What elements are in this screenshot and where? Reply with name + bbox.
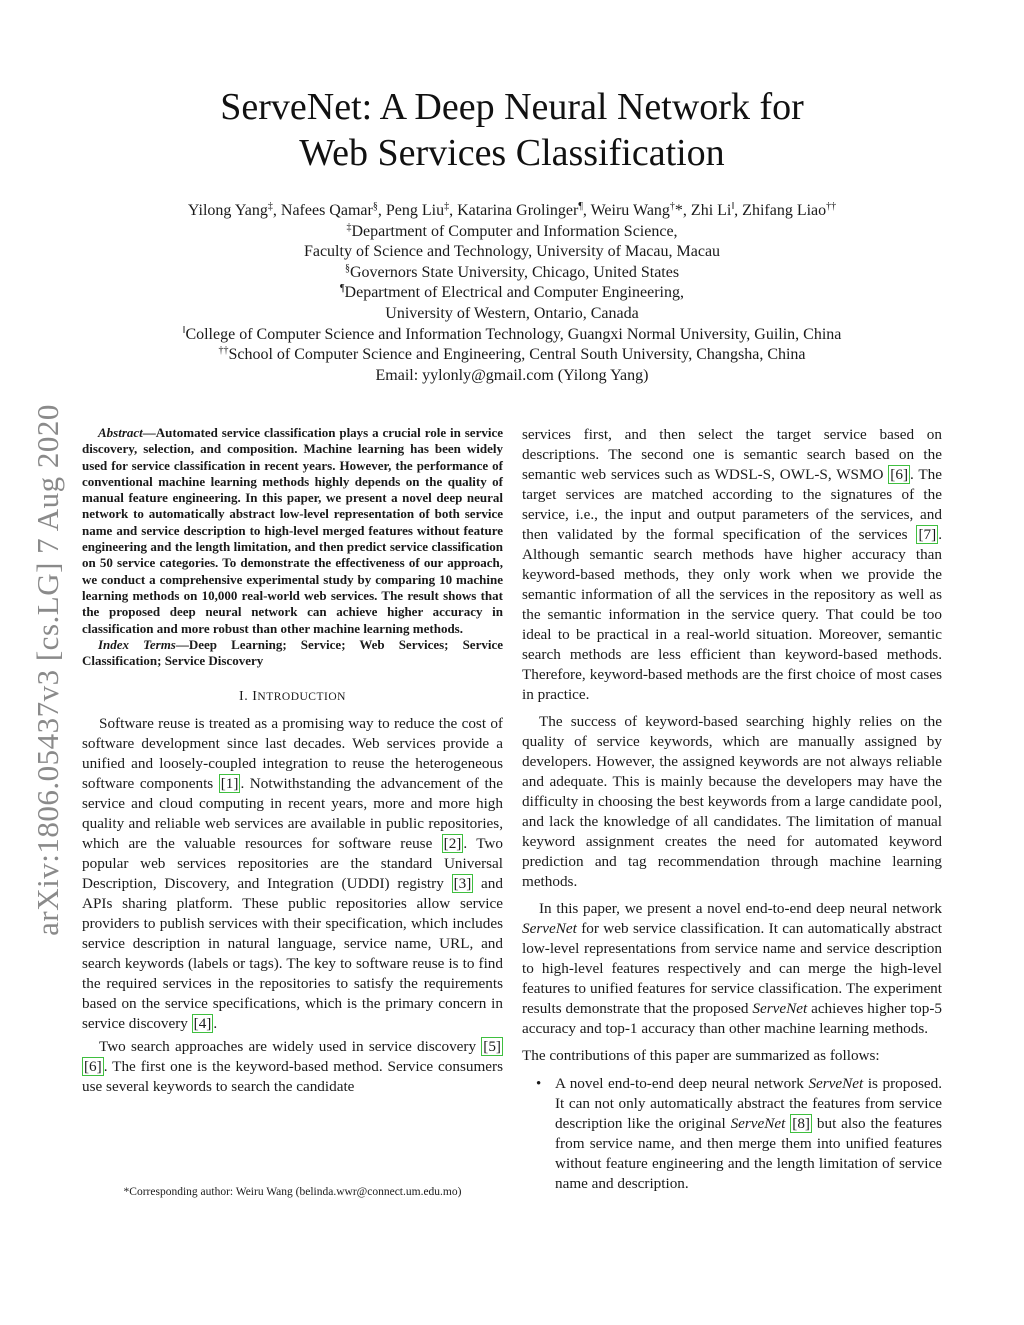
affiliation-3: ¶Department of Electrical and Computer Engineering, (340, 283, 684, 302)
left-column (82, 425, 503, 1097)
affiliation-3-cont: University of Western, Ontario, Canada (385, 304, 639, 322)
contributions-list (522, 1074, 942, 1194)
title-line-1: ServeNet: A Deep Neural Network for (220, 86, 804, 128)
title-line-2: Web Services Classification (299, 132, 725, 174)
citation-link[interactable]: [1] (220, 775, 239, 793)
citation-link[interactable]: [4] (193, 1015, 212, 1033)
bullet-icon: • (536, 1076, 542, 1092)
paper-title (0, 84, 1024, 176)
section-heading-introduction: I. INTRODUCTION (239, 689, 346, 705)
abstract: Abstract—Automated service classification plays a crucial role in service discovery, selection, and composition. Machine learning has been widely used for service classification in recent years. However, the performance of conventional machine learning methods highly depends on the quality of manual feature engineering. In this paper, we present a novel deep neural network to automatically abstract low-level representation of both service name and service description to high-level merged features without feature engineering and the length limitation, and then predict service classification on 50 service categories. To demonstrate the effectiveness of our approach, we conduct a comprehensive experimental study by comparing 10 machine learning methods on 10,000 real-world web services. The result shows that the proposed deep neural network can achieve higher accuracy in classification and more robust than other machine learning methods. Index Terms—Deep Learning; Service; Web Services; Service Classification; Service Discovery (82, 425, 503, 669)
author-list: Yilong Yang‡, Nafees Qamar§, Peng Liu‡, Katarina Grolinger¶, Weiru Wang†*, Zhi Li‖, Zhifang Liao†† (187, 201, 837, 219)
citation-link[interactable]: [6] (890, 466, 909, 483)
affiliation-5: ††School of Computer Science and Engineering, Central South University, Changsha, China (218, 345, 806, 364)
list-item: • A novel end-to-end deep neural network ServeNet is proposed. It can not only automatically abstract the features from service description like the original ServeNet [8] but also the features from service name, and then merge them into unified features without feature engineering and the length limitation of service name and description. (536, 1075, 942, 1192)
citation-link[interactable]: [7] (918, 526, 937, 543)
affiliation-2: §Governors State University, Chicago, United States (344, 262, 680, 281)
citation-link[interactable]: [3] (453, 875, 472, 893)
citation-link[interactable]: [6] (84, 1058, 102, 1076)
author-block (0, 201, 1024, 386)
affiliation-1: ‡Department of Computer and Information Science, (346, 221, 678, 240)
citation-link[interactable]: [2] (443, 835, 462, 853)
right-paragraph-2: The success of keyword-based searching highly relies on the quality of service keywords, which are manually assigned by developers. However, the assigned keywords are not always reliable and adequate. This is mainly because the developers may have the difficulty in choosing the best keywords from a large candidate pool, and lack the knowledge of all candidates. The limitation of manual keyword assignment creates the need for automated keyword prediction and tag recommendation through machine learning methods. (522, 713, 942, 890)
corresponding-author-footnote: *Corresponding author: Weiru Wang (belinda.wwr@connect.um.edu.mo) (123, 1186, 462, 1198)
abstract-label: Abstract (98, 425, 143, 440)
intro-paragraph-2: Two search approaches are widely used in service discovery [5] [6] . The first one is the keyword-based method. Service consumers use several keywords to search the candidate (82, 1038, 503, 1096)
index-terms: Index Terms—Deep Learning; Service; Web Services; Service Classification; Service Discovery (82, 636, 503, 669)
citation-link[interactable]: [5] (483, 1038, 501, 1056)
contact-email: Email: yylonly@gmail.com (Yilong Yang) (375, 366, 649, 384)
right-paragraph-1: services first, and then select the target service based on descriptions. The second one is semantic search based on the semantic web services such as WDSL-S, OWL-S, WSMO [6] . The target services are matched according to the signatures of the service, i.e., the input and output parameters of the services, and then validated by the formal specification of the services [7] . Although semantic search methods have higher accuracy than keyword-based methods, they only work when we provide the semantic information of all the services in the repository as well as the semantic information in the service query. That could be too ideal to be practical in a real-world situation. Moreover, semantic search methods are less efficient than keyword-based methods. Therefore, keyword-based methods are the first choice of most cases in practice. (522, 426, 942, 703)
right-paragraph-4: The contributions of this paper are summarized as follows: (522, 1047, 880, 1064)
citation-link[interactable]: [8] (792, 1115, 810, 1132)
affiliation-4: ‖College of Computer Science and Information Technology, Guangxi Normal University, Guilin, China (182, 324, 842, 343)
abstract-text: Automated service classification plays a crucial role in service discovery, selection, and composition. Machine learning has been widely used for service classification in recent years. However, the performance of conventional machine learning methods highly depends on the quality of manual feature engineering. In this paper, we present a novel deep neural network to automatically abstract low-level representation of both service name and service description to high-level merged features without feature engineering and the length limitation, and then predict service classification on 50 service categories. To demonstrate the effectiveness of our approach, we conduct a comprehensive experimental study by comparing 10 machine learning methods on 10,000 real-world web services. The result shows that the proposed deep neural network can achieve higher accuracy in classification and more robust than other machine learning methods. (82, 425, 503, 636)
right-paragraph-3: In this paper, we present a novel end-to-end deep neural network ServeNet for web service classification. It can automatically abstract low-level representations from service name and service description to high-level features respectively and can merge the high-level features to unified features for service classification. The experiment results demonstrate that the proposed ServeNet achieves higher top-5 accuracy and top-1 accuracy than other machine learning methods. (522, 900, 943, 1037)
intro-paragraph-1: Software reuse is treated as a promising way to reduce the cost of software development since last decades. Web services provide a unified and loosely-coupled integration to reuse the heterogeneous software components [1] . Notwithstanding the advancement of the service and cloud computing in recent years, more and more high quality and reliable web services are available in public repositories, which are the valuable resources for software reuse [2] . Two popular web services repositories are the standard Universal Description, Discovery, and Integration (UDDI) registry [3] and APIs sharing platform. These public repositories allow service providers to publish services with their specification, which includes service description in natural language, service name, URL, and search keywords (labels or tags). The key to software reuse is to find the required services in the repositories to satisfy the requirements based on the service specifications, which is the primary concern in service discovery [4] . (82, 715, 503, 1033)
right-column (522, 425, 942, 1194)
affiliation-1-cont: Faculty of Science and Technology, University of Macau, Macau (303, 243, 721, 261)
arxiv-identifier-stamp: arXiv:1806.05437v3 [cs.LG] 7 Aug 2020 (30, 404, 65, 936)
